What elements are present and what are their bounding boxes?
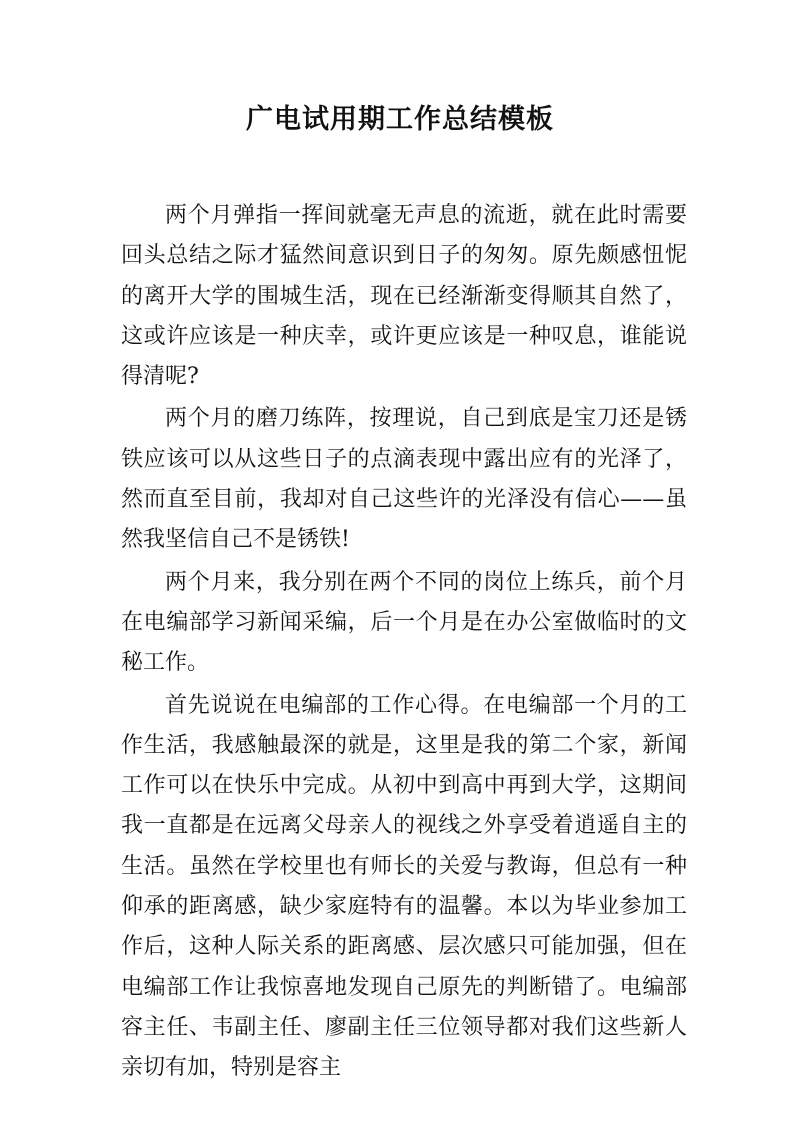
document-body bbox=[121, 196, 687, 1091]
paragraph: 首先说说在电编部的工作心得。在电编部一个月的工作生活，我感触最深的就是，这里是我的第二个家，新闻工作可以在快乐中完成。从初中到高中再到大学，这期间我一直都是在远离父母亲人的视线之外享受着逍遥自主的生活。虽然在学校里也有师长的关爱与教诲，但总有一种仰承的距离感，缺少家庭特有的温馨。本以为毕业参加工作后，这种人际关系的距离感、层次感只可能加强，但在电编部工作让我惊喜地发现自己原先的判断错了。电编部容主任、韦副主任、廖副主任三位领导都对我们这些新人亲切有加，特别是容主 bbox=[121, 692, 687, 1081]
paragraph: 两个月的磨刀练阵，按理说，自己到底是宝刀还是锈铁应该可以从这些日子的点滴表现中露出应有的光泽了，然而直至目前，我却对自己这些许的光泽没有信心——虽然我坚信自己不是锈铁! bbox=[121, 406, 687, 553]
document-title: 广电试用期工作总结模板 bbox=[246, 104, 554, 135]
paragraph: 两个月来，我分别在两个不同的岗位上练兵，前个月在电编部学习新闻采编，后一个月是在办公室做临时的文秘工作。 bbox=[121, 569, 687, 676]
paragraph: 两个月弹指一挥间就毫无声息的流逝，就在此时需要回头总结之际才猛然间意识到日子的匆匆。原先颇感忸怩的离开大学的围城生活，现在已经渐渐变得顺其自然了，这或许应该是一种庆幸，或许更应该是一种叹息，谁能说得清呢? bbox=[121, 203, 687, 390]
